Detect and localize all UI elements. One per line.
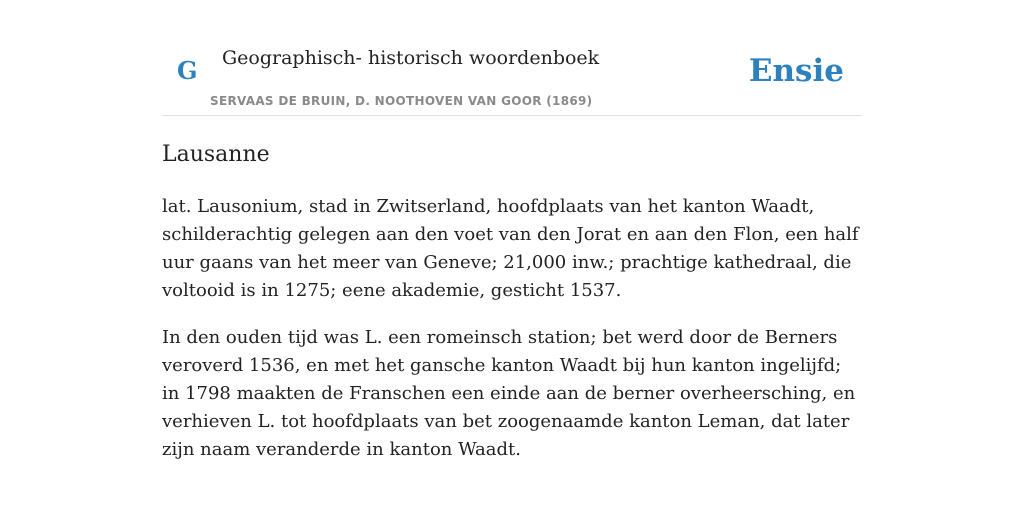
entry <box>162 135 862 464</box>
entry-paragraph: lat. Lausonium, stad in Zwitserland, hoofdplaats van het kanton Waadt, schilderachtig gelegen aan den voet van den Jorat en aan den Flon, een half uur gaans van het meer van Geneve; 21,000 inw.; prachtige kathedraal, die voltooid is in 1275; eene akademie, gesticht 1537. <box>162 196 859 301</box>
book-logo-icon[interactable]: G <box>177 56 198 85</box>
ensie-logo[interactable]: Ensie <box>748 53 844 89</box>
book-authors: SERVAAS DE BRUIN, D. NOOTHOVEN VAN GOOR (1869) <box>210 94 593 108</box>
entry-title: Lausanne <box>162 142 270 167</box>
book-title[interactable]: Geographisch- historisch woordenboek <box>222 47 600 69</box>
book-header <box>162 34 862 116</box>
entry-paragraph: In den ouden tijd was L. een romeinsch station; bet werd door de Berners veroverd 1536, en met het gansche kanton Waadt bij hun kanton ingelijfd; in 1798 maakten de Franschen een einde aan de berner overheersching, en verhieven L. tot hoofdplaats van bet zoogenaamde kanton Leman, dat later zijn naam veranderde in kanton Waadt. <box>162 327 856 460</box>
entry-body <box>162 193 862 464</box>
